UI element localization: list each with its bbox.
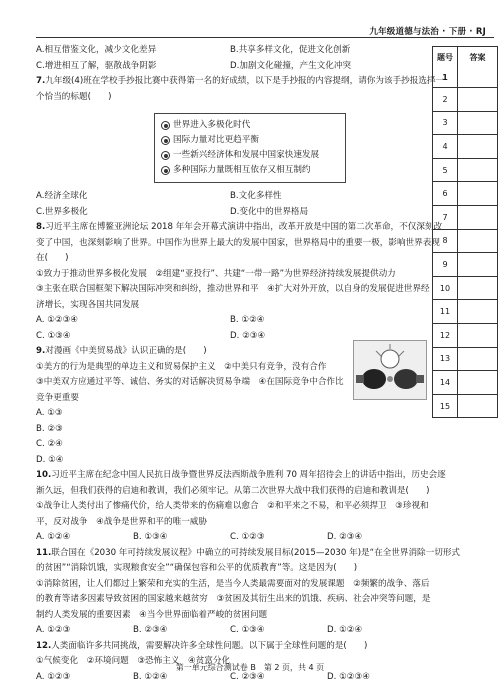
boxing-gloves-icon xyxy=(354,341,426,399)
header-title: 九年级道德与法治 · 下册 · RJ xyxy=(369,25,486,37)
answer-row xyxy=(433,158,497,182)
bullet-icon xyxy=(161,166,170,175)
question-7-stem-cont: 个恰当的标题( ) xyxy=(36,90,424,106)
question-8: 8.习近平主席在博鳌亚洲论坛 2018 年年会开幕式演讲中指出，改革开放是中国的第二次革命，不仅深刻改 xyxy=(36,220,424,236)
page-footer: 第一单元综合测试卷 B 第 2 页，共 4 页 xyxy=(0,662,500,673)
question-number: 9. xyxy=(36,346,45,356)
option-b: B.文化多样性 xyxy=(230,189,424,205)
question-number: 7. xyxy=(36,76,45,86)
q7-options-row-1 xyxy=(36,189,424,205)
bullet-icon xyxy=(161,136,170,145)
question-11-statement: 制约人类发展的重要因素 ④当今世界面临着严峻的贫困问题 xyxy=(36,608,424,624)
question-8-line: 在( ) xyxy=(36,251,424,267)
question-9: 9.对漫画《中美贸易战》认识正确的是( ) xyxy=(36,344,424,360)
answer-row xyxy=(433,111,497,135)
question-11-statement: ①消除贫困，让人们都过上繁荣和充实的生活，是当今人类最需要面对的发展课题 ②频繁的战争、落后 xyxy=(36,577,424,593)
question-stem: 九年级(4)班在学校手抄报比赛中获得第一名的好成绩，以下是手抄报的内容提纲，请你为该手抄报选择一 xyxy=(45,76,444,86)
option-a: A. ①③ xyxy=(36,406,424,422)
answer-row-number: 9 xyxy=(433,253,458,276)
answer-table-header xyxy=(433,47,497,67)
outline-item: 多种国际力量既相互依存又相互制约 xyxy=(161,163,339,178)
question-8-statement: ③主张在联合国框架下解决国际冲突和纠纷，推动世界和平 ④扩大对外开放，以自身的发展促进世界经 xyxy=(36,282,424,298)
answer-row xyxy=(433,299,497,323)
answer-row-number: 15 xyxy=(433,395,458,418)
question-9-statement: 竞争更重要 xyxy=(36,391,424,407)
outline-item: 国际力量对比更趋平衡 xyxy=(161,133,339,148)
answer-row-number: 8 xyxy=(433,230,458,253)
option-c: C. ①③④ xyxy=(36,329,230,345)
answer-row-number: 11 xyxy=(433,300,458,323)
trade-war-cartoon xyxy=(353,340,427,400)
option-b: B. ①②④ xyxy=(230,313,424,329)
q11-options xyxy=(36,623,424,639)
answer-row-number: 3 xyxy=(433,112,458,135)
answer-row xyxy=(433,205,497,229)
answer-row xyxy=(433,276,497,300)
option-a: A. ①②④ xyxy=(36,530,133,546)
answer-row-number: 7 xyxy=(433,206,458,229)
question-number: 10. xyxy=(36,470,51,480)
question-10-statement: 平，反对战争 ④战争是世界和平的唯一威胁 xyxy=(36,515,424,531)
answer-row xyxy=(433,347,497,371)
answer-row-number: 12 xyxy=(433,324,458,347)
answer-row-number: 2 xyxy=(433,88,458,111)
q10-options xyxy=(36,530,424,546)
question-12-statement: ①气候变化 ②环境问题 ③恐怖主义 ④贫富分化 xyxy=(36,654,424,670)
option-a: A. ①②③ xyxy=(36,623,133,639)
answer-table xyxy=(432,46,498,418)
option-c: C.世界多极化 xyxy=(36,205,230,221)
question-11-line: 的贫困”“消除饥饿，实现粮食安全”“确保包容和公平的优质教育”等。这是因为( ) xyxy=(36,561,424,577)
question-8-statement: ①致力于推动世界多极化发展 ②组建“亚投行”、共建“一带一路”为世界经济持续发展提供动力 xyxy=(36,267,424,283)
option-b: B.共享多样文化，促进文化创新 xyxy=(230,43,424,59)
question-number: 12. xyxy=(36,641,51,651)
question-8-line: 变了中国，也深刻影响了世界。中国作为世界上最大的发展中国家，世界格局中的重要一极，影响世界表现 xyxy=(36,236,424,252)
answer-row xyxy=(433,181,497,205)
answer-row xyxy=(433,370,497,394)
question-9-statement: ①美方的行为是典型的单边主义和贸易保护主义 ②中美只有竞争，没有合作 xyxy=(36,360,424,376)
option-d: D. ②③④ xyxy=(327,530,424,546)
answer-row xyxy=(433,323,497,347)
option-a: A. ①②③ xyxy=(36,670,133,685)
question-11-statement: 的教育等诸多因素导致贫困的国家越来越贫穷 ③贫困及其衍生出来的饥饿、疾病、社会冲突等问题，是 xyxy=(36,592,424,608)
question-7 xyxy=(36,74,424,90)
option-c: C. ②④ xyxy=(36,437,424,453)
option-a: A. ①②③④ xyxy=(36,313,230,329)
answer-row xyxy=(433,394,497,418)
answer-row xyxy=(433,134,497,158)
top-options-row-2 xyxy=(36,59,424,75)
handout-outline-box xyxy=(154,113,346,183)
answer-row xyxy=(433,229,497,253)
answer-row xyxy=(433,87,497,111)
option-c: C. ①②③ xyxy=(230,530,327,546)
option-c: C.增进相互了解，驱散战争阴影 xyxy=(36,59,230,75)
header-question-number: 题号 xyxy=(433,47,458,67)
bullet-icon xyxy=(161,151,170,160)
option-d: D. ①②③④ xyxy=(327,670,424,685)
question-10-line: 渐久远，但我们获得的启迪和教训，我们必须牢记。从第二次世界大战中我们获得的启迪和教训是( ) xyxy=(36,484,424,500)
option-d: D. ①②④ xyxy=(327,623,424,639)
option-d: D. ①④ xyxy=(36,453,424,469)
option-a: A.经济全球化 xyxy=(36,189,230,205)
question-9-statement: ③中美双方应通过平等、诚信、务实的对话解决贸易争端 ④在国际竞争中合作比 xyxy=(36,375,424,391)
question-number: 8. xyxy=(36,222,45,232)
question-8-statement: 济增长，实现各国共同发展 xyxy=(36,298,424,314)
option-d: D. ②③④ xyxy=(230,329,424,345)
question-10: 10.习近平主席在纪念中国人民抗日战争暨世界反法西斯战争胜利 70 周年招待会上的讲话中指出，历史会逐 xyxy=(36,468,424,484)
option-a: A.相互借鉴文化，减少文化差异 xyxy=(36,43,230,59)
option-b: B. ①②④ xyxy=(133,670,230,685)
answer-row-number: 10 xyxy=(433,277,458,300)
answer-row xyxy=(433,67,497,87)
outline-item: 世界进入多极化时代 xyxy=(161,118,339,133)
question-11: 11.联合国在《2030 年可持续发展议程》中确立的可持续发展目标(2015—2030 年)是“在全世界消除一切形式 xyxy=(36,546,424,562)
option-b: B. ①③④ xyxy=(133,530,230,546)
option-b: B. ②③ xyxy=(36,422,424,438)
outline-item: 一些新兴经济体和发展中国家快速发展 xyxy=(161,148,339,163)
top-options-row-1 xyxy=(36,43,424,59)
answer-row-number: 13 xyxy=(433,348,458,371)
option-d: D.加剧文化碰撞，产生文化冲突 xyxy=(230,59,424,75)
answer-row xyxy=(433,252,497,276)
option-b: B. ②③④ xyxy=(133,623,230,639)
option-d: D.变化中的世界格局 xyxy=(230,205,424,221)
answer-row-number: 1 xyxy=(433,67,458,87)
answer-row-number: 5 xyxy=(433,159,458,182)
q7-options-row-2 xyxy=(36,205,424,221)
question-12: 12.人类面临许多共同挑战，需要解决许多全球性问题。以下属于全球性问题的是( ) xyxy=(36,639,424,655)
bullet-icon xyxy=(161,121,170,130)
answer-row-number: 14 xyxy=(433,371,458,394)
header-answer: 答案 xyxy=(458,52,497,63)
answer-row-number: 4 xyxy=(433,135,458,158)
question-10-statement: ①战争让人类付出了惨痛代价，给人类带来的伤痛难以愈合 ②和平来之不易，和平必须捍卫 ③珍视和 xyxy=(36,499,424,515)
option-c: C. ②③④ xyxy=(230,670,327,685)
question-number: 11. xyxy=(36,548,51,558)
answer-row-number: 6 xyxy=(433,182,458,205)
q8-options-row-1 xyxy=(36,313,424,329)
option-c: C. ①③④ xyxy=(230,623,327,639)
header-rule xyxy=(36,37,494,38)
